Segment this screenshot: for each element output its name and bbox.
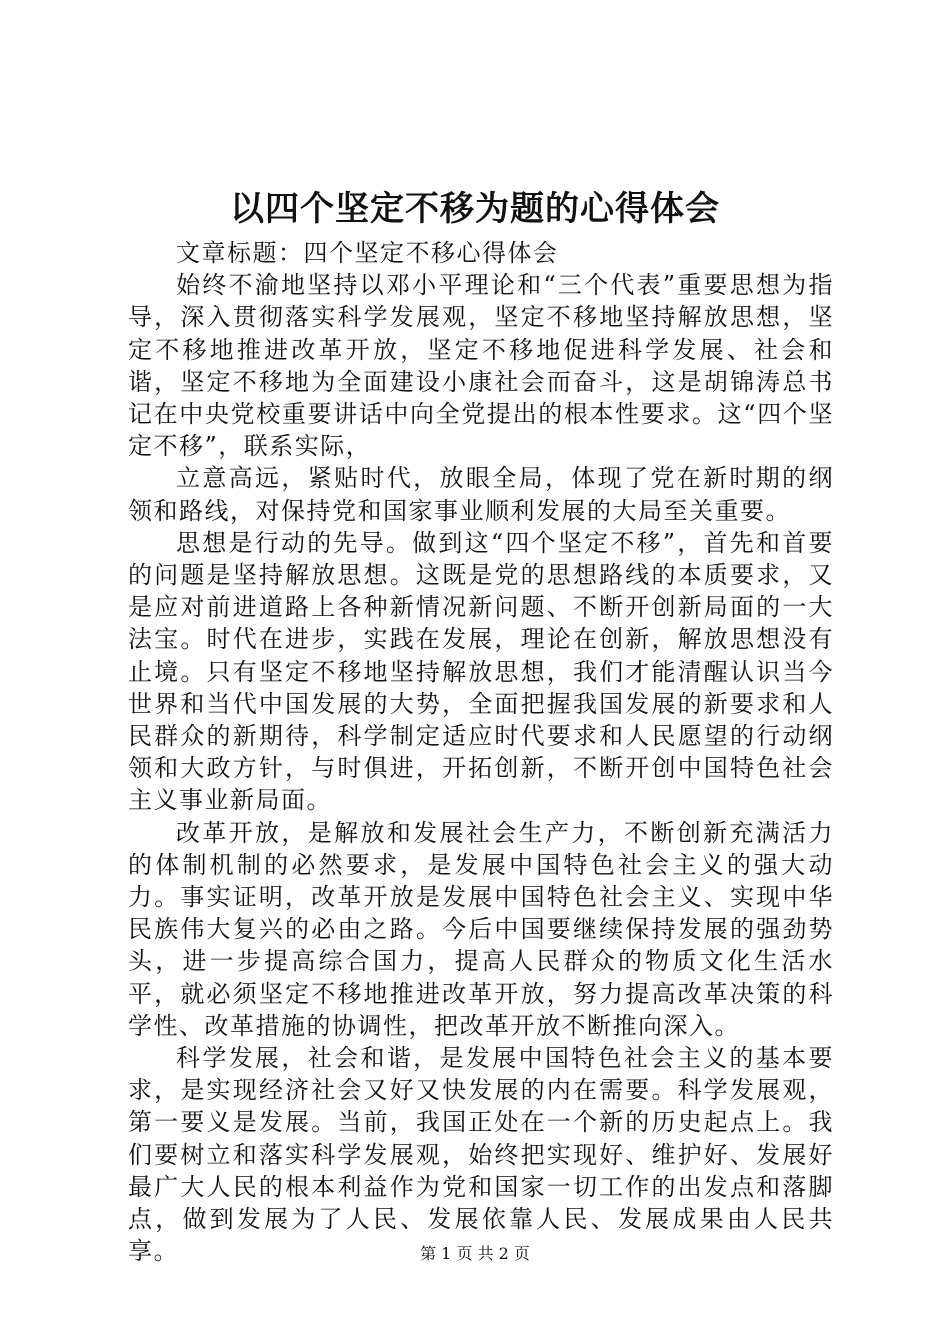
- page-footer: [0, 1242, 950, 1266]
- document-title: 以四个坚定不移为题的心得体会: [230, 189, 720, 229]
- paragraph: 始终不渝地坚持以邓小平理论和“三个代表”重要思想为指导，深入贯彻落实科学发展观，坚定不移地坚持解放思想，坚定不移地推进改革开放，坚定不移地促进科学发展、社会和谐，坚定不移地为全面建设小康社会而奋斗，这是胡锦涛总书记在中央党校重要讲话中向全党提出的根本性要求。这“四个坚定不移”，联系实际，: [128, 271, 834, 461]
- paragraph-article-heading: 文章标题：四个坚定不移心得体会: [176, 239, 559, 267]
- page-number-text: 第 1 页 共 2 页: [420, 1244, 530, 1263]
- paragraph: 科学发展，社会和谐，是发展中国特色社会主义的基本要求，是实现经济社会又好又快发展的内在需要。科学发展观，第一要义是发展。当前，我国正处在一个新的历史起点上。我们要树立和落实科学发展观，始终把实现好、维护好、发展好最广大人民的根本利益作为党和国家一切工作的出发点和落脚点，做到发展为了人民、发展依靠人民、发展成果由人民共享。: [128, 1044, 834, 1266]
- paragraph: 立意高远，紧贴时代，放眼全局，体现了党在新时期的纲领和路线，对保持党和国家事业顺利发展的大局至关重要。: [128, 464, 834, 525]
- document-body: [128, 237, 834, 1268]
- paragraph: 思想是行动的先导。做到这“四个坚定不移”，首先和首要的问题是坚持解放思想。这既是党的思想路线的本质要求，又是应对前进道路上各种新情况新问题、不断开创新局面的一大法宝。时代在进步，实践在发展，理论在创新，解放思想没有止境。只有坚定不移地坚持解放思想，我们才能清醒认识当今世界和当代中国发展的大势，全面把握我国发展的新要求和人民群众的新期待，科学制定适应时代要求和人民愿望的行动纲领和大政方针，与时俱进，开拓创新，不断开创中国特色社会主义事业新局面。: [128, 528, 834, 815]
- paragraph: 改革开放，是解放和发展社会生产力，不断创新充满活力的体制机制的必然要求，是发展中国特色社会主义的强大动力。事实证明，改革开放是发展中国特色社会主义、实现中华民族伟大复兴的必由之路。今后中国要继续保持发展的强劲势头，进一步提高综合国力，提高人民群众的物质文化生活水平，就必须坚定不移地推进改革开放，努力提高改革决策的科学性、改革措施的协调性，把改革开放不断推向深入。: [128, 818, 834, 1040]
